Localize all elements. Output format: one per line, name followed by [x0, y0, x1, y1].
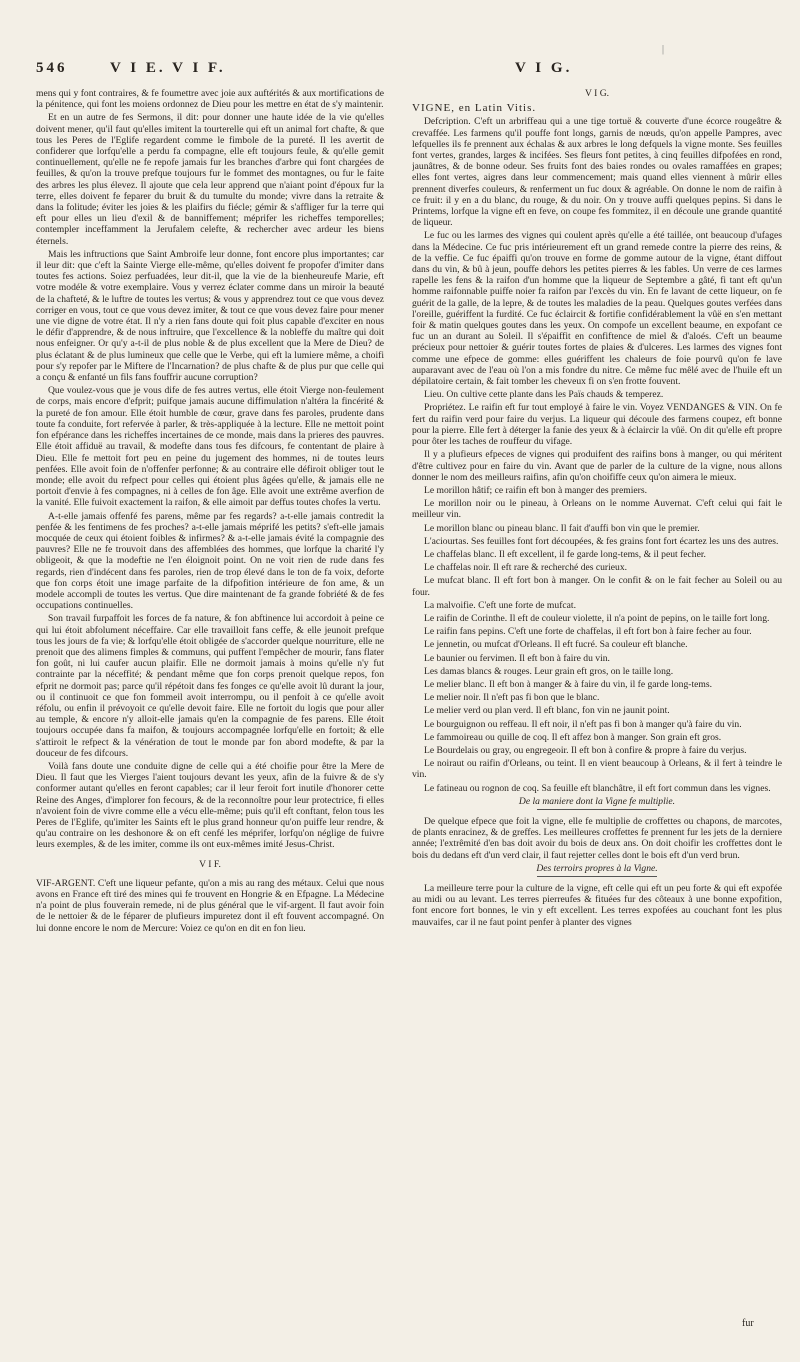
list-item: Le morillon blanc ou pineau blanc. Il fait d'auffi bon vin que le premier.: [424, 522, 700, 534]
paragraph: Le fuc ou les larmes des vignes qui coulent après qu'elle a été taillée, ont beaucoup d'ufages dans la Médecine. Ce fuc pris intérieurement eft un grand remede contre la pierre des reins, & de la veffie. Ce fuc épaiffi qu'on trouve en forme de gomme autour de la vigne, étant diffout dans du vin, & bû à jeun, pouffe dehors les petites pierres & les fables. Un verre de ces larmes rapelle les fens & la raifon d'un homme que la liqueur de Septembre a gâté, fi tant eft qu'un homme raifonnable puiffe noier fa raifon par l'excès du vin. En fe lavant de cette liqueur, on fe guérit de la galle, de la lepre, & de toutes les maladies de la peau. Quelques goutes verfées dans l'oreille, guériffent la furdité. Ce fuc éclaircit & fortifie confidérablement la vûë en s'en mettant foir & matin quelques goutes dans les yeux. On compofe un excellent beaume, en expofant ce fuc un an durant au Soleil. Il s'épaiffit en confiftence de miel & d'aloés. C'eft un beaume précieux pour nettoier & guérir toutes fortes de plaies & d'ulceres. Les larmes des vignes font comme une efpece de gomme: elles guériffent les chaleurs de foie pourvû qu'on fe lave auparavant avec de l'eau où l'on a mis fondre du nitre. Ce même fuc mêlé avec de l'huile eft un dépilatoire certain, & fait tomber les cheveux fi on s'en frotte fouvent.: [412, 230, 782, 388]
list-item: Le melier noir. Il n'eft pas fi bon que le blanc.: [424, 692, 600, 704]
paragraph: mens qui y font contraires, & fe foumettre avec joie aux auftérités & aux mortifications de la pénitence, qui font les moiens ordonnez de Dieu pour les mettre en état de s'y maintenir.: [36, 88, 384, 111]
paragraph: A-t-elle jamais offenfé fes parens, même par fes regards? a-t-elle jamais contredit la penfée & les fentimens de fes proches? a-t-elle jamais méprifé les petits? s'eft-elle jamais mocquée de ceux qui étoient foibles & infirmes? & a-t-elle jamais évité la compagnie des pauvres? Elle ne fe trouvoit dans des affemblées des hommes, que lorfque la charité l'y obligeoit, & que la modeftie ne l'en éloignoit point. On ne voit rien de rude dans fes regards, rien d'indécent dans fes paroles, rien de trop élevé dans le ton de fa voix, deforte que fon corps étoit une image parfaite de la difpofition intérieure de fon ame, & un modele accompli de toutes les vertus. Que dire maintenant de fa grande fobriété & de fes occupations continuelles.: [36, 510, 384, 612]
paragraph: Son travail furpaffoit les forces de fa nature, & fon abftinence lui accordoit à peine ce qui lui étoit abfolument néceffaire. Car elle travailloit fans ceffe, & elle jeunoit prefque tous les jours de fa vie; & lorfqu'elle étoit obligée de s'accorder quelque nourriture, elle ne prenoit que des alimens fimples & communs, qui puffent l'empêcher de mourir, fans flater fon goût, ni lui caufer aucun plaifir. Elle ne dormoit jamais à moins qu'elle n'y fut contrainte par la néceffité; & pendant même que fon corps prenoit quelque repos, fon efprit ne dormoit pas; parce qu'il répétoit dans fes fonges ce qu'elle avoit lû durant la jour, ou il continuoit ce que fon fommeil avoit interrompu, ou il penfoit à ce qu'elle avoit réfolu, ou enfin il prévoyoit ce qu'elle devoit faire. Elle ne fortoit du logis que pour aller au temple, & encore n'y alloit-elle jamais qu'en la compagnie de fes parens. Elle étoit toujours occupée dans fa maifon, & toujours accompagnée lorfqu'elle en fortoit; & elle s'attiroit le refpect & la vénération de tout le monde par fon abord modefte, & par la douceur de fes difcours.: [36, 613, 384, 759]
left-column: [36, 88, 384, 1298]
list-item: Le fammoireau ou quille de coq. Il eft affez bon à manger. Son grain eft gros.: [424, 731, 722, 743]
list-item: Le raifin fans pepins. C'eft une forte de chaffelas, il eft fort bon à faire fecher au four.: [424, 626, 752, 638]
page-number: 546: [36, 60, 68, 76]
catchword: fur: [742, 1318, 754, 1329]
paragraph: Lieu. On cultive cette plante dans les Païs chauds & temperez.: [424, 389, 664, 401]
subsection-heading: Des terroirs propres à la Vigne.: [536, 862, 658, 874]
divider: [537, 809, 657, 810]
list-item: Le fatineau ou rognon de coq. Sa feuille eft blanchâtre, il eft fort commun dans les vignes.: [424, 782, 771, 794]
subsection-heading: De la maniere dont la Vigne fe multiplie.: [518, 795, 676, 807]
list-item: Le melier blanc. Il eft bon à manger & à faire du vin, il fe garde long-tems.: [424, 678, 712, 690]
list-item: Le baunier ou fervimen. Il eft bon à faire du vin.: [424, 652, 610, 664]
right-running-head: V I G.: [515, 60, 573, 76]
list-item: Le Bourdelais ou gray, ou engregeoir. Il eft bon à confire & propre à faire du verjus.: [424, 744, 747, 756]
paragraph: Mais les inftructions que Saint Ambroife leur donne, font encore plus importantes; car il leur dit: que c'eft la Sainte Vierge elle-même, qu'elles doivent fe propofer d'imiter dans toutes fes actions. Soiez perfuadées, leur dit-il, que la vie de la bienheureufe Marie, eft votre modéle & votre exemplaire. Vous y verrez éclater comme dans un miroir la beauté de la chafteté, & le luftre de toutes les vertus; & vous y apprendrez tout ce que vous devez corriger en vous, tout ce que vous devez imiter, & tout ce que vous devez faire pour mener une vie digne de votre état. Il n'y a rien fans doute qui foit plus capable d'exciter en nous le défir d'apprendre, & de nous inftruire, que l'excellence & la nobleffe du maître qui doit nous enfeigner. Or qu'y a-t-il de plus noble & de plus excellent que la Mere de Dieu? de plus éclatant & de plus lumineux que celle que le Verbe, qui eft la lumiere même, a choifi pour s'y repofer par le Miftere de l'Incarnation? de plus chafte & de plus pur que celle qui a conçu & enfanté un fils fans fouffrir aucune corruption?: [36, 248, 384, 384]
list-item: Le morillon hâtif; ce raifin eft bon à manger des premiers.: [424, 484, 647, 496]
list-item: Les damas blancs & rouges. Leur grain eft gros, on le taille long.: [424, 665, 674, 677]
left-running-head: V I E. V I F.: [110, 60, 226, 76]
list-item: La malvoifie. C'eft une forte de mufcat.: [424, 599, 576, 611]
paragraph: Il y a plufieurs efpeces de vignes qui produifent des raifins bons à manger, ou qui méritent d'être cultivez pour en faire du vin. Avant que de parler de la culture de la vigne, nous allons donner le nom des meilleurs raifins, afin qu'on choififfe ceux qu'on aimera le mieux.: [412, 449, 782, 483]
list-item: Le raifin de Corinthe. Il eft de couleur violette, il n'a point de pepins, on le taille fort long.: [424, 612, 770, 624]
paragraph: Voilà fans doute une conduite digne de celle qui a été choifie pour être la Mere de Dieu. Il faut que les Vierges l'aient toujours devant les yeux, afin de la fuivre & de s'y conformer autant qu'elles en feront capables; car il leur feroit fort inutile d'honorer cette Reine des Anges, d'implorer fon fecours, & de la reconnoître pour leur protectrice, fi elles n'avoient foin de vivre comme elle a vécu elle-même; puis qu'il eft conftant, felon tous les Peres de l'Eglife, qu'imiter les Saints eft le plus grand honneur qu'on puiffe leur rendre, & qu'au contraire on les deshonore & on eft cenfé les méprifer, lorfqu'on néglige de fuivre leurs exemples, & de les imiter, comme ils ont eux-mêmes imité Jesus-Christ.: [36, 760, 384, 851]
margin-mark: |: [662, 44, 665, 55]
right-column: [412, 88, 782, 1313]
list-item: Le jennetin, ou mufcat d'Orleans. Il eft fucré. Sa couleur eft blanche.: [424, 639, 688, 651]
list-item: Le chaffelas blanc. Il eft excellent, il fe garde long-tems, & il peut fecher.: [424, 548, 706, 560]
list-item: L'aciourtas. Ses feuilles font fort découpées, & fes grains font fort écartez les uns des autres.: [424, 535, 779, 547]
entry-vif-argent: VIF-ARGENT. C'eft une liqueur pefante, qu'on a mis au rang des métaux. Celui que nous avons en France eft tiré des mines qui fe trouvent en Hongrie & en Efpagne. La Médecine n'a point de plus fouverain remede, ni de plus général que le vif-argent. Il faut avoir foin de le nettoier & de le féparer de plufieurs impuretez dont il eft fouvent accompagné. On lui donne encore le nom de Mercure: Voiez ce qu'on en dit en fon lieu.: [36, 877, 384, 934]
entry-title: VIGNE, en Latin Vitis.: [412, 102, 537, 115]
list-item: Le mufcat blanc. Il eft fort bon à manger. On le confit & on le fait fecher au Soleil ou au four.: [412, 575, 782, 598]
paragraph: Defcription. C'eft un arbriffeau qui a une tige tortuë & couverte d'une écorce rougeâtre & crevaffée. Les farmens qu'il pouffe font longs, garnis de nœuds, qu'on appelle Pampres, avec lefquelles ils fe prennent aux échalas & aux arbres le long defquels la vigne monte. Ses feuilles font vertes, grandes, larges & incifées. Ses fleurs font petites, à cinq feuilles difpofées en rond, jaunâtres, & de bonne odeur. Ses fruits font des baies rondes ou ovales ramaffées en grapes; elles font vertes, aigres dans leur commencement; mais quand elles viennent à mûrir elles prennent diverfes couleurs, & renferment un fuc doux & agréable. On donne le nom de raifin à ce fruit: il y en a du blanc, du rouge, & du noir. On y trouve auffi quelques pepins. Si dans le Printems, lorfque la vigne eft en feve, on coupe fes fommitez, il en découle une grande quantité de liqueur.: [412, 116, 782, 229]
list-item: Le noiraut ou raifin d'Orleans, ou teint. Il en vient beaucoup à Orleans, & il fert à teindre le vin.: [412, 758, 782, 781]
paragraph: De quelque efpece que foit la vigne, elle fe multiplie de croffettes ou chapons, de marcotes, de plants enracinez, & de greffes. Les meilleures croffettes fe prennent fur les jets de la derniere année; l'extrêmité d'en bas doit avoir du bois de deux ans. On doit choifir les croffettes dont le bois du dedans eft d'un verd clair, il faut rejetter celles dont le bois eft d'un verd brun.: [412, 815, 782, 861]
paragraph: Et en un autre de fes Sermons, il dit: pour donner une haute idée de la vie qu'elles doivent mener, qu'il faut qu'elles imitent la tourterelle qui eft un animal fort chafte, & que tous les Peres de l'Eglife regardent comme le fimbole de la pureté. Il les avertit de confiderer que lorfqu'elle a perdu fa compagne, elle eft toujours feule, & qu'elle gemit continuellement, qu'elle ne fe repofe jamais fur les branches d'arbre qui font chargées de feuilles, & qu'on la trouve prefque toujours fur le fommet des montagnes, ou fur le faite des arbres les plus élevez. Il ajoute que cela leur apprend que n'aiant point d'époux fur la terre, elles doivent fe feparer du bruit & du tumulte du monde; vivre dans la retraite & dans la folitude; éviter les joies & les plaifirs du fiécle; gémir & s'affliger fur la terre qui eft pour elles un lieu d'exil & de banniffement; méprifer les richeffes temporelles; contempler inceffamment la Jerufalem celefte, & rechercher avec ardeur les biens éternels.: [36, 112, 384, 247]
section-heading: V I F.: [199, 858, 221, 870]
list-item: Le chaffelas noir. Il eft rare & recherché des curieux.: [424, 562, 628, 574]
list-item: Le morillon noir ou le pineau, à Orleans on le nomme Auvernat. C'eft celui qui fait le meilleur vin.: [412, 498, 782, 521]
paragraph: Propriétez. Le raifin eft fur tout employé à faire le vin. Voyez VENDANGES & VIN. On fe fert du raifin verd pour faire du verjus. La liqueur qui découle des farmens coupez, eft bonne pour la pierre. Elle fert à déterger la fanie des yeux & à éclaircir la vûë. On dit qu'elle eft propre pour ôter les taches de rouffeur du vifage.: [412, 402, 782, 448]
divider: [537, 876, 657, 877]
variety-list: [412, 485, 782, 794]
list-item: Le bourguignon ou reffeau. Il eft noir, il n'eft pas fi bon à manger qu'à faire du vin.: [424, 718, 742, 730]
paragraph: La meilleure terre pour la culture de la vigne, eft celle qui eft un peu forte & qui eft expofée au midi ou au levant. Les terres pierreufes & fituées fur des côteaux à une bonne expofition, font encore fort bonnes, le vin y eft excellent. Les terres expofées au couchant font les plus mauvaifes, car il ne faut point penfer à planter des vignes: [412, 883, 782, 928]
paragraph: Que voulez-vous que je vous dife de fes autres vertus, elle étoit Vierge non-feulement de corps, mais encore d'efprit; puifque jamais aucune diffimulation n'altéra la fincérité & la pureté de fon amour. Elle étoit humble de cœur, grave dans fes paroles, prudente dans toute fa conduite, fort refervée à parler, & très-appliquée à la lecture. Elle ne mettoit point fon efpérance dans les richeffes incertaines de ce monde, mais dans la prieres des pauvres. Elle étoit affiduë au travail, & modefte dans tous fes difcours, fe contentant de plaire à Dieu. Elle fe mettoit fort peu en peine du jugement des hommes, ni de toutes leurs penfées. Elle avoit foin de n'offenfer perfonne; & au contraire elle défiroit obliger tout le monde; elle avoit du refpect pour celles qui étoient plus âgées qu'elle, & jamais elle ne portoit d'envie à fes compagnes, ni à celles de fon âge. Elle avoit une extrême averfion de la vanité. Elle fuivoit exactement la raifon, & elle aimoit par deffus toutes chofes la vertu.: [36, 385, 384, 509]
list-item: Le melier verd ou plan verd. Il eft blanc, fon vin ne jaunit point.: [424, 705, 670, 717]
section-heading: V I G.: [584, 88, 610, 99]
